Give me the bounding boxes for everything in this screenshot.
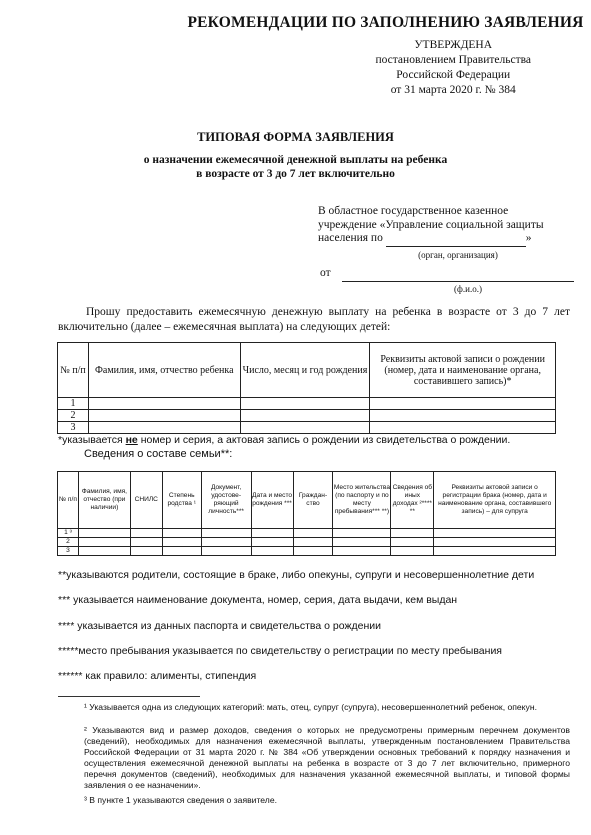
table-cell[interactable]	[391, 538, 434, 547]
table-cell[interactable]	[251, 547, 293, 556]
table-row	[58, 410, 556, 422]
table-cell[interactable]	[293, 529, 333, 538]
table-row	[58, 529, 556, 538]
table-cell[interactable]	[88, 410, 240, 422]
from-label: от	[320, 267, 331, 279]
table-cell[interactable]	[201, 547, 251, 556]
table-cell[interactable]	[391, 529, 434, 538]
form-subtitle-1: о назначении ежемесячной денежной выплаты на ребенка	[143, 154, 448, 166]
children-col-birth-record: Реквизиты актовой записи о рождении (номер, дата и наименование органа, составившего запись)*	[370, 343, 556, 398]
row-number: 3	[58, 422, 89, 434]
table-cell[interactable]	[162, 538, 201, 547]
children-col-number: № п/п	[58, 343, 89, 398]
family-col-number: № п/п	[58, 472, 79, 529]
table-cell[interactable]	[78, 547, 130, 556]
table-cell[interactable]	[130, 538, 162, 547]
table-row	[58, 538, 556, 547]
table-cell[interactable]	[240, 410, 370, 422]
note-residence: *****место пребывания указывается по свидетельству о регистрации по месту пребывания	[58, 645, 502, 657]
note-birth-data: **** указывается из данных паспорта и свидетельства о рождении	[58, 620, 381, 632]
children-table	[57, 342, 556, 434]
form-subtitle-2: в возрасте от 3 до 7 лет включительно	[196, 168, 395, 180]
table-cell[interactable]	[240, 422, 370, 434]
table-row	[58, 398, 556, 410]
request-text: Прошу предоставить ежемесячную денежную выплату на ребенка в возрасте от 3 до 7 лет включительно (далее – ежемесячная выплата) на следующих детей:	[58, 306, 570, 333]
addressee-line-1: В областное государственное казенное	[318, 205, 509, 217]
page-header-title: РЕКОМЕНДАЦИИ ПО ЗАПОЛНЕНИЮ ЗАЯВЛЕНИЯ	[187, 14, 584, 31]
family-col-residence: Место жительства (по паспорту и по месту пребывания*** **)	[333, 472, 391, 529]
row-number: 2	[58, 538, 79, 547]
footnote-1: ¹ Указывается одна из следующих категорий: мать, отец, супруг (супруга), несовершеннолетний ребенок, опекун.	[84, 702, 537, 712]
table-cell[interactable]	[162, 547, 201, 556]
row-number: 2	[58, 410, 89, 422]
children-note-suffix: номер и серия, а актовая запись о рождении из свидетельства о рождении.	[137, 434, 511, 446]
table-cell[interactable]	[370, 422, 556, 434]
row-number: 1	[58, 398, 89, 410]
addressee-line-3-suffix: »	[525, 232, 532, 244]
fio-caption: (ф.и.о.)	[454, 283, 482, 294]
table-cell[interactable]	[333, 529, 391, 538]
addressee-line-2: учреждение «Управление социальной защиты	[318, 218, 544, 231]
family-col-name: Фамилия, имя, отчество (при наличии)	[78, 472, 130, 529]
table-cell[interactable]	[333, 538, 391, 547]
request-paragraph	[58, 305, 570, 335]
addressee-line-3	[318, 232, 578, 247]
note-id-document: *** указывается наименование документа, номер, серия, дата выдачи, кем выдан	[58, 594, 458, 606]
approval-line-1: УТВЕРЖДЕНА	[414, 39, 493, 51]
table-cell[interactable]	[78, 529, 130, 538]
family-heading: Сведения о составе семьи**:	[84, 448, 233, 460]
footnote-3: ³ В пункте 1 указываются сведения о заявителе.	[84, 795, 277, 805]
approval-line-2: постановлением Правительства	[375, 54, 531, 66]
table-cell[interactable]	[251, 538, 293, 547]
addressee-line-3-prefix: населения по	[318, 232, 383, 244]
note-family-members: **указываются родители, состоящие в браке, либо опекуны, супруги и несовершеннолетние дети	[58, 569, 535, 581]
children-col-birthdate: Число, месяц и год рождения	[240, 343, 370, 398]
fio-field[interactable]	[342, 267, 574, 282]
table-row	[58, 422, 556, 434]
table-cell[interactable]	[88, 422, 240, 434]
family-table-header	[58, 472, 556, 529]
family-col-marriage-record: Реквизиты актовой записи о регистрации брака (номер, дата и наименование органа, составившего запись) – для супруга	[434, 472, 556, 529]
row-number: 1 ³	[58, 529, 79, 538]
table-cell[interactable]	[370, 410, 556, 422]
children-note	[58, 434, 510, 446]
family-col-snils: СНИЛС	[130, 472, 162, 529]
table-cell[interactable]	[162, 529, 201, 538]
table-cell[interactable]	[88, 398, 240, 410]
approval-line-4: от 31 марта 2020 г. № 384	[390, 84, 516, 96]
footnote-2: ² Указываются вид и размер доходов, сведения о которых не предусмотрены примерным перечнем документов (сведений), необходимых для назначения ежемесячной выплаты, утвержденным постановлением Правительства Российской Федерации от 31 марта 2020 г. № 384 «Об утверждении основных требований к порядку назначения и осуществления ежемесячной денежной выплаты на ребенка в возрасте от 3 до 7 лет включительно, примерного перечня документов (сведений), необходимых для назначения указанной ежемесячной выплаты, и типовой формы заявления о ее назначении».	[84, 725, 570, 790]
footnote-divider	[58, 696, 200, 697]
children-table-header	[58, 343, 556, 398]
row-number: 3	[58, 547, 79, 556]
table-cell[interactable]	[78, 538, 130, 547]
table-cell[interactable]	[333, 547, 391, 556]
table-cell[interactable]	[370, 398, 556, 410]
addressee-block	[318, 205, 578, 296]
page-header	[0, 14, 591, 32]
family-col-citizenship: Граждан-ство	[293, 472, 333, 529]
approval-line-3: Российской Федерации	[396, 69, 511, 81]
table-row	[58, 547, 556, 556]
family-col-id-document: Документ, удостове-ряющий личность***	[201, 472, 251, 529]
family-col-relation: Степень родства ¹	[162, 472, 201, 529]
from-line	[320, 267, 578, 282]
organization-caption: (орган, организация)	[418, 249, 498, 260]
table-cell[interactable]	[391, 547, 434, 556]
children-note-emphasis: не	[125, 434, 138, 446]
family-table	[57, 471, 556, 556]
table-cell[interactable]	[293, 538, 333, 547]
children-col-name: Фамилия, имя, отчество ребенка	[88, 343, 240, 398]
table-cell[interactable]	[293, 547, 333, 556]
table-cell[interactable]	[251, 529, 293, 538]
family-col-birth: Дата и место рождения ***	[251, 472, 293, 529]
form-title: ТИПОВАЯ ФОРМА ЗАЯВЛЕНИЯ	[197, 130, 394, 144]
organization-field[interactable]	[386, 232, 526, 247]
note-income: ****** как правило: алименты, стипендия	[58, 670, 257, 682]
table-cell[interactable]	[434, 529, 556, 538]
approval-block	[375, 38, 531, 98]
table-cell[interactable]	[201, 538, 251, 547]
table-cell[interactable]	[201, 529, 251, 538]
table-cell[interactable]	[434, 538, 556, 547]
children-note-prefix: *указывается	[58, 434, 126, 446]
table-cell[interactable]	[434, 547, 556, 556]
table-cell[interactable]	[130, 547, 162, 556]
family-col-income: Сведения об иных доходах ²**** **	[391, 472, 434, 529]
table-cell[interactable]	[130, 529, 162, 538]
table-cell[interactable]	[240, 398, 370, 410]
